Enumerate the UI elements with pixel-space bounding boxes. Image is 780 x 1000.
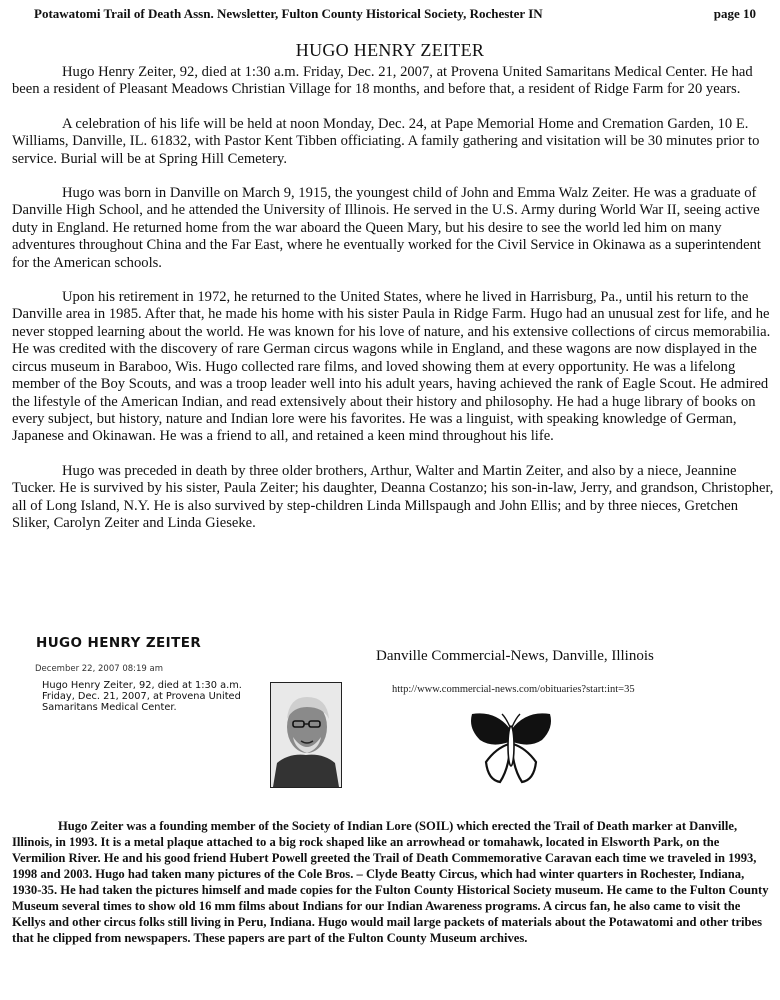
paragraph-death-notice: Hugo Henry Zeiter, 92, died at 1:30 a.m. Friday, Dec. 21, 2007, at Provena United Samaritans Medical Center. He had been a resident of Pleasant Meadows Christian Village for 18 months, and before that, a resident of Ridge Farm for 20 years. — [12, 64, 753, 98]
portrait-image — [271, 683, 341, 787]
paragraph-service: A celebration of his life will be held at noon Monday, Dec. 24, at Pape Memorial Home and Cremation Garden, 10 E. Williams, Danville, IL. 61832, with Pastor Kent Tibben officiating. A family gathering and visitation will be 30 minutes prior to service. Burial will be at Spring Hill Cemetery. — [12, 115, 760, 167]
butterfly-icon — [466, 708, 556, 786]
soil-note-text: Hugo Zeiter was a founding member of the Society of Indian Lore (SOIL) which erected the Trail of Death marker at Danville, Illinois, in 1993. It is a metal plaque attached to a big rock shaped like an arrowhead or tomahawk, located in Elsworth Park, on the Vermilion River. He and his good friend Hubert Powell greeted the Trail of Death Commemorative Caravan each time we traveled in 1993, 1998 and 2003. Hugo had taken many pictures of the Cole Bros. – Clyde Beatty Circus, which had winter quarters in Rochester, Indiana, 1930-35. He had taken the pictures himself and made copies for the Fulton County Historical Society museum. He came to the Fulton County Museum several times to show old 16 mm films about Indians for our Indian Awareness programs. A circus fan, he also came to visit the Kellys and other circus folks still living in Peru, Indiana. Hugo would mail large packets of materials about the Potawatomi and other tribes that he clipped from newspapers. These papers are part of the Fulton County Museum archives. — [12, 819, 769, 945]
soil-note — [12, 818, 772, 946]
newsletter-masthead: Potawatomi Trail of Death Assn. Newsletter, Fulton County Historical Society, Rochester IN — [34, 6, 543, 21]
paragraph-survivors: Hugo was preceded in death by three older brothers, Arthur, Walter and Martin Zeiter, and also by a niece, Jeannine Tucker. He is survived by his sister, Paula Zeiter; his daughter, Deanna Costanzo; his son-in-law, Jerry, and grandson, Christopher, all of Long Island, N.Y. He is also survived by step-children Linda Millspaugh and John Ellis; and by three nieces, Gretchen Sliker, Carolyn Zeiter and Linda Gieseke. — [12, 462, 774, 531]
clipping-date: December 22, 2007 08:19 am — [35, 664, 164, 674]
page-header — [12, 6, 768, 24]
paragraph-early-life: Hugo was born in Danville on March 9, 1915, the youngest child of John and Emma Walz Zeiter. He was a graduate of Danville High School, and he attended the University of Illinois. He served in the U.S. Army during World War II, seeing active duty in England. He returned home from the war aboard the Queen Mary, but his desire to see the world led him on many adventures throughout China and the Far East, where he eventually worked for the Civil Service in Okinawa as a superintendent for the American schools. — [12, 185, 761, 271]
source-credit: Danville Commercial-News, Danville, Illinois — [376, 648, 654, 664]
obituary-title: HUGO HENRY ZEITER — [295, 40, 485, 60]
obituary-body — [12, 64, 774, 549]
portrait-photo — [270, 682, 342, 788]
newspaper-clipping — [32, 632, 362, 792]
clipping-title: HUGO HENRY ZEITER — [36, 635, 202, 651]
paragraph-retirement: Upon his retirement in 1972, he returned to the United States, where he lived in Harrisburg, Pa., until his return to the Danville area in 1985. After that, he made his home with his sister Paula in Ridge Farm. Hugo had an unusual zest for life, and he never stopped learning about the world. He was known for his love of nature, and his extensive collections of circus memorabilia. He was credited with the discovery of rare German circus wagons while in England, and these wagons are now displayed in the circus museum in Baraboo, Wis. Hugo collected rare films, and loved showing them at every opportunity. He was a lifelong member of the Boy Scouts, and was a troop leader well into his adult years, having achieved the rank of Eagle Scout. He admired the lifestyle of the American Indian, and read extensively about their history and philosophy. He had a huge library of books on every subject, but history, nature and Indian lore were his favorites. He was a linguist, with speaking knowledge of German, Japanese and Okinawan. He was a friend to all, and retained a keen mind throughout his life. — [12, 289, 771, 445]
clipping-text: Hugo Henry Zeiter, 92, died at 1:30 a.m. Friday, Dec. 21, 2007, at Provena United Samaritans Medical Center. — [42, 680, 242, 713]
page-number: page 10 — [713, 6, 756, 21]
source-url: http://www.commercial-news.com/obituaries?start:int=35 — [392, 684, 635, 695]
